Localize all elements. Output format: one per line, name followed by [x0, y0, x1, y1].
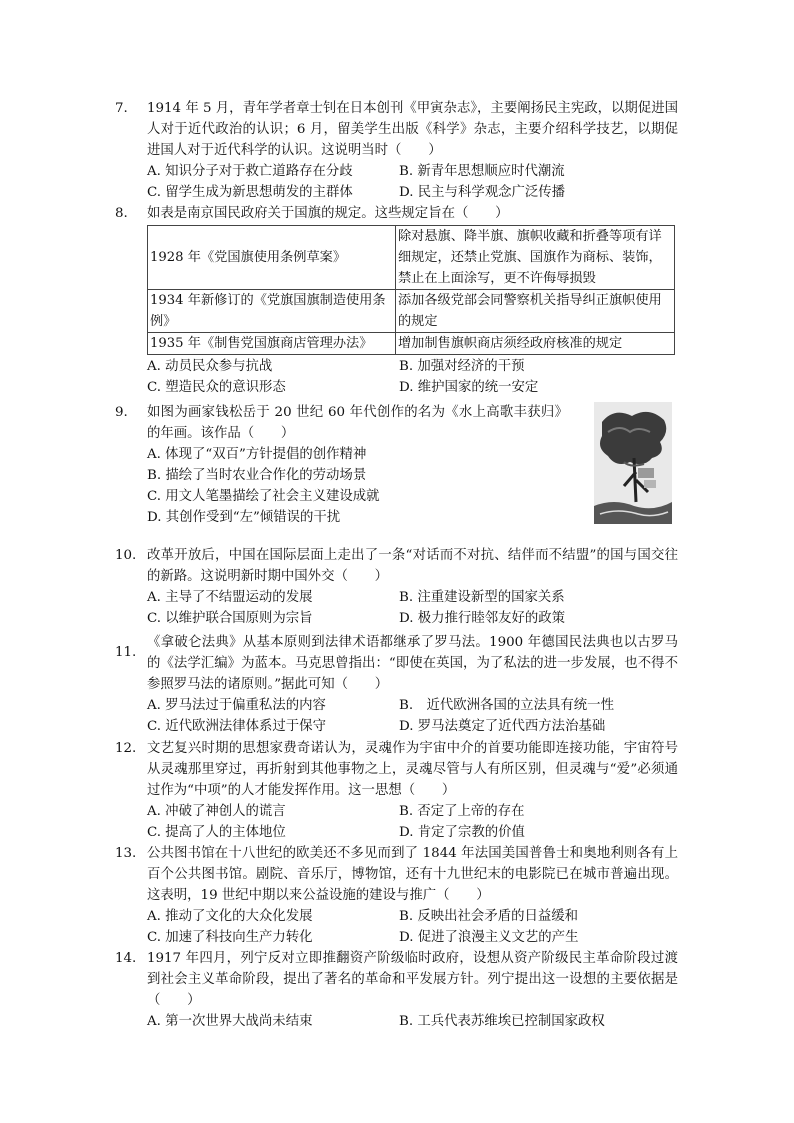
options — [147, 356, 678, 398]
question-7 — [115, 98, 678, 203]
question-8 — [115, 203, 678, 398]
options — [147, 695, 678, 737]
option-a[interactable]: A. 冲破了神创人的谎言 — [147, 804, 286, 819]
option-b[interactable]: B. 近代欧洲各国的立法具有统一性 — [399, 698, 614, 713]
option-b[interactable]: B. 反映出社会矛盾的日益缓和 — [399, 909, 579, 924]
options — [147, 161, 678, 203]
option-d[interactable]: D. 其创作受到“左”倾错误的干扰 — [147, 510, 341, 525]
question-stem: 如图为画家钱松岳于 20 世纪 60 年代创作的名为《水上高歌丰获归》的年画。该作品（ ） — [147, 405, 568, 441]
table-cell-regulation: 1934 年新修订的《党旗国旗制造使用条例》 — [148, 290, 396, 333]
table-cell-regulation: 1928 年《党国旗使用条例草案》 — [148, 226, 396, 290]
question-stem: 1917 年四月，列宁反对立即推翻资产阶级临时政府，设想从资产阶级民主革命阶段过渡到社会主义革命阶段，提出了著名的革命和平发展方针。列宁提出这一设想的主要依据是（ ） — [147, 951, 678, 1008]
option-d[interactable]: D. 极力推行睦邻友好的政策 — [399, 611, 566, 626]
question-stem: 如表是南京国民政府关于国旗的规定。这些规定旨在（ ） — [147, 206, 509, 221]
question-number: 9. — [115, 405, 128, 420]
question-number: 8. — [115, 206, 128, 221]
option-a[interactable]: A. 主导了不结盟运动的发展 — [147, 590, 313, 605]
question-stem: 公共图书馆在十八世纪的欧美还不多见而到了 1844 年法国美国普鲁士和奥地利则各有上百个公共图书馆。剧院、音乐厅，博物馆，还有十九世纪末的电影院已在城市普遍出现。这表明，19 世纪中期以来公益设施的建设与推广（ ） — [147, 846, 678, 903]
option-d[interactable]: D. 维护国家的统一安定 — [399, 380, 539, 395]
question-number: 11. — [115, 645, 137, 660]
option-c[interactable]: C. 塑造民众的意识形态 — [147, 380, 286, 395]
question-number: 10. — [115, 548, 137, 563]
option-c[interactable]: C. 加速了科技向生产力转化 — [147, 930, 313, 945]
question-11 — [115, 632, 678, 737]
option-a[interactable]: A. 推动了文化的大众化发展 — [147, 909, 313, 924]
table-row — [148, 226, 675, 290]
options — [147, 1011, 678, 1032]
question-9 — [115, 402, 568, 528]
option-b[interactable]: B. 工兵代表苏维埃已控制国家政权 — [399, 1014, 605, 1029]
table-cell-content: 添加各级党部会同警察机关指导纠正旗帜使用的规定 — [396, 290, 675, 333]
question-10 — [115, 545, 678, 629]
question-13 — [115, 843, 678, 948]
table-cell-regulation: 1935 年《制售党国旗商店管理办法》 — [148, 333, 396, 355]
options — [147, 801, 678, 843]
option-c[interactable]: C. 留学生成为新思想萌发的主群体 — [147, 185, 353, 200]
option-d[interactable]: D. 促进了浪漫主义文艺的产生 — [399, 930, 579, 945]
option-d[interactable]: D. 肯定了宗教的价值 — [399, 825, 525, 840]
option-b[interactable]: B. 加强对经济的干预 — [399, 359, 525, 374]
question-stem: 1914 年 5 月，青年学者章士钊在日本创刊《甲寅杂志》，主要阐扬民主宪政，以期促进国人对于近代政治的认识；6 月，留美学生出版《科学》杂志，主要介绍科学技艺，以期促进国人对于近代科学的认识。这说明当时（ ） — [147, 101, 678, 158]
option-d[interactable]: D. 罗马法奠定了近代西方法治基础 — [399, 719, 606, 734]
question-number: 12. — [115, 741, 137, 756]
option-a[interactable]: A. 第一次世界大战尚未结束 — [147, 1014, 313, 1029]
option-a[interactable]: A. 罗马法过于偏重私法的内容 — [147, 698, 326, 713]
option-c[interactable]: C. 用文人笔墨描绘了社会主义建设成就 — [147, 489, 380, 504]
table-row — [148, 290, 675, 333]
option-b[interactable]: B. 描绘了当时农业合作化的劳动场景 — [147, 468, 367, 483]
option-a[interactable]: A. 知识分子对于救亡道路存在分歧 — [147, 164, 353, 179]
option-b[interactable]: B. 注重建设新型的国家关系 — [399, 590, 565, 605]
table-row — [148, 333, 675, 355]
options — [147, 587, 678, 629]
question-stem: 《拿破仑法典》从基本原则到法律术语都继承了罗马法。1900 年德国民法典也以古罗马的《法学汇编》为蓝本。马克思曾指出：“即使在英国，为了私法的进一步发展，也不得不参照罗马法的诸原则。”据此可知（ ） — [147, 635, 678, 692]
options — [147, 444, 568, 528]
option-c[interactable]: C. 以维护联合国原则为宗旨 — [147, 611, 313, 626]
option-d[interactable]: D. 民主与科学观念广泛传播 — [399, 185, 566, 200]
option-c[interactable]: C. 提高了人的主体地位 — [147, 825, 286, 840]
question-number: 7. — [115, 101, 128, 116]
option-a[interactable]: A. 动员民众参与抗战 — [147, 359, 273, 374]
option-b[interactable]: B. 新青年思想顺应时代潮流 — [399, 164, 565, 179]
question-number: 13. — [115, 846, 137, 861]
question-stem: 改革开放后，中国在国际层面上走出了一条“对话而不对抗、结伴而不结盟”的国与国交往的新路。这说明新时期中国外交（ ） — [147, 548, 678, 584]
question-12 — [115, 738, 678, 843]
options — [147, 906, 678, 948]
question-14 — [115, 948, 678, 1032]
option-a[interactable]: A. 体现了“双百”方针提倡的创作精神 — [147, 447, 367, 462]
table-cell-content: 除对悬旗、降半旗、旗帜收藏和折叠等项有详细规定，还禁止党旗、国旗作为商标、装饰，禁止在上面涂写，更不许侮辱损毁 — [396, 226, 675, 290]
painting-image — [594, 402, 672, 524]
option-c[interactable]: C. 近代欧洲法律体系过于保守 — [147, 719, 326, 734]
question-stem: 文艺复兴时期的思想家费奇诺认为，灵魂作为宇宙中介的首要功能即连接功能，宇宙符号从灵魂那里穿过，再折射到其他事物之上，灵魂尽管与人有所区别，但灵魂与“爱”必须通过作为“中项”的人才能发挥作用。这一思想（ ） — [147, 741, 678, 798]
table-cell-content: 增加制售旗帜商店须经政府核准的规定 — [396, 333, 675, 355]
option-b[interactable]: B. 否定了上帝的存在 — [399, 804, 525, 819]
flag-rules-table — [147, 225, 675, 355]
question-number: 14. — [115, 951, 137, 966]
